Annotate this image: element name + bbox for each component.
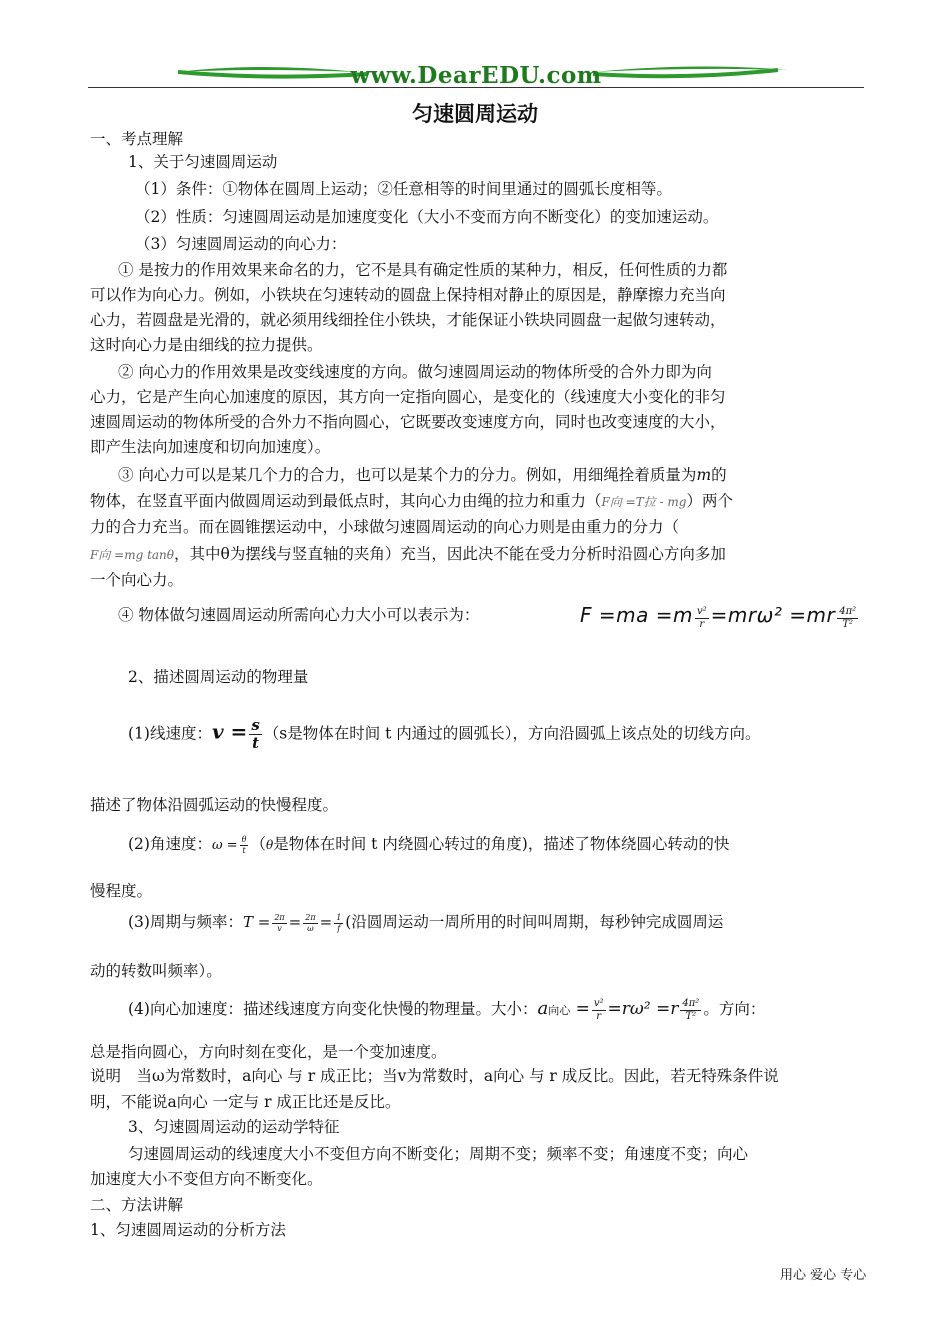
paragraph-line: (2)角速度：ω = $\frac{\theta}{t}$ （θ是物体在时间 t 内绕圆心转过的角度)，描述了物体绕圆心转动的快 <box>128 834 730 855</box>
paragraph-line: 加速度大小不变但方向不断变化。 <box>90 1170 323 1188</box>
inline-formula: F向 =mg tanθ <box>90 548 175 562</box>
paragraph-line: 速圆周运动的物体所受的合外力不指向圆心，它既要改变速度方向，同时也改变速度的大小， <box>90 413 726 431</box>
text-fragment: 是物体在时间 t 内绕圆心转过的角度)，描述了物体绕圆心转动的快 <box>273 835 730 853</box>
page-footer: 用心 爱心 专心 <box>780 1268 867 1283</box>
paragraph-line: 即产生法向加速度和切向加速度）。 <box>90 438 331 456</box>
text-fragment: (1)线速度： <box>128 724 212 743</box>
text-fragment: 物体，在竖直平面内做圆周运动到最低点时，其向心力由绳的拉力和重力（ <box>90 492 602 510</box>
site-brand: www.DearEDU.com <box>350 62 602 89</box>
paragraph-line: 描述了物体沿圆弧运动的快慢程度。 <box>90 796 339 814</box>
paragraph-line: 慢程度。 <box>90 882 153 900</box>
text-fragment: (3)周期与频率： <box>128 913 243 931</box>
subsection-heading: 1、匀速圆周运动的分析方法 <box>90 1221 286 1239</box>
centripetal-force-formula: F =ma =m $\frac{\text{v²}}{r}$ =mrω² =mr $\frac{\text{4π²}}{\text{T²}}$ <box>580 603 857 630</box>
paragraph-line: （3）匀速圆周运动的向心力： <box>135 235 347 253</box>
subsection-heading: 3、匀速圆周运动的运动学特征 <box>128 1118 340 1136</box>
text-fragment: (沿圆周运动一周所用的时间叫周期，每秒钟完成圆周运 <box>345 913 724 931</box>
paragraph-line <box>118 464 727 486</box>
paragraph-line: (3)周期与频率：T = $\frac{2\pi}{v}$ = $\frac{2\pi}{\omega}$ = $\frac{1}{f}$ (沿圆周运动一周所用的时间叫周期，每秒钟完成圆周运 <box>128 912 724 933</box>
paragraph-line: ④ 物体做匀速圆周运动所需向心力大小可以表示为： <box>118 606 480 624</box>
inline-formula: F向 =T拉 - mg <box>601 495 687 509</box>
paragraph-line: ① 是按力的作用效果来命名的力，它不是具有确定性质的某种力，相反，任何性质的力都 <box>118 261 728 279</box>
text-fragment: 。方向： <box>703 1000 766 1018</box>
paragraph-line: （2）性质：匀速圆周运动是加速度变化（大小不变而方向不断变化）的变加速运动。 <box>135 208 719 226</box>
section-heading: 二、方法讲解 <box>90 1196 184 1214</box>
text-fragment: (2)角速度： <box>128 835 212 853</box>
text-fragment: （s是物体在时间 t 内通过的圆弧长），方向沿圆弧上该点处的切线方向。 <box>263 724 761 743</box>
math-symbol-m: m <box>696 466 712 484</box>
page-title: 匀速圆周运动 <box>412 102 538 126</box>
paragraph-line: 动的转数叫频率）。 <box>90 962 222 980</box>
text-fragment: ）两个 <box>686 492 733 510</box>
text-fragment: 的 <box>711 466 727 484</box>
text-fragment: ③ 向心力可以是某几个力的合力，也可以是某个力的分力。例如，用细绳拴着质量为 <box>118 466 697 484</box>
text-fragment: ，其中θ为摆线与竖直轴的夹角）充当，因此决不能在受力分析时沿圆心方向多加 <box>174 545 726 563</box>
paragraph-line: 可以作为向心力。例如，小铁块在匀速转动的圆盘上保持相对静止的原因是，静摩擦力充当向 <box>90 286 726 304</box>
subsection-heading: 2、描述圆周运动的物理量 <box>128 668 309 686</box>
paragraph-line: 说明 当ω为常数时，a向心 与 r 成正比；当v为常数时，a向心 与 r 成反比。因此，若无特殊条件说 <box>90 1067 779 1085</box>
paragraph-line: (4)向心加速度：描述线速度方向变化快慢的物理量。大小：a向心 = $\frac{\text{v²}}{r}$ =rω² =r $\frac{\text{4π²}}{\text{T²}}$ 。方向： <box>128 997 766 1022</box>
paragraph-line: 明，不能说a向心 一定与 r 成正比还是反比。 <box>90 1093 401 1111</box>
paragraph-line: 总是指向圆心，方向时刻在变化，是一个变加速度。 <box>90 1043 447 1061</box>
paragraph-line: 力的合力充当。而在圆锥摆运动中，小球做匀速圆周运动的向心力则是由重力的分力（ <box>90 518 680 536</box>
text-fragment: (4)向心加速度：描述线速度方向变化快慢的物理量。大小： <box>128 1000 538 1018</box>
paragraph-line: (1)线速度：v = $\frac{s}{t}$ （s是物体在时间 t 内通过的圆弧长），方向沿圆弧上该点处的切线方向。 <box>128 716 761 752</box>
paragraph-line: 这时向心力是由细线的拉力提供。 <box>90 336 323 354</box>
paragraph-line: 心力，它是产生向心加速度的原因，其方向一定指向圆心，是变化的（线速度大小变化的非匀 <box>90 388 726 406</box>
paragraph-line: 心力，若圆盘是光滑的，就必须用线细拴住小铁块，才能保证小铁块同圆盘一起做匀速转动， <box>90 311 726 329</box>
header-rule <box>88 87 864 88</box>
section-heading: 一、考点理解 <box>90 130 184 148</box>
paragraph-line <box>90 490 733 513</box>
paragraph-line: （1）条件：①物体在圆周上运动；②任意相等的时间里通过的圆弧长度相等。 <box>135 180 672 198</box>
paragraph-line: 一个向心力。 <box>90 571 184 589</box>
subsection-heading: 1、关于匀速圆周运动 <box>128 153 278 171</box>
paragraph-line: ② 向心力的作用效果是改变线速度的方向。做匀速圆周运动的物体所受的合外力即为向 <box>118 363 712 381</box>
paragraph-line: 匀速圆周运动的线速度大小不变但方向不断变化；周期不变；频率不变；角速度不变；向心 <box>128 1145 749 1163</box>
paragraph-line <box>90 543 726 566</box>
